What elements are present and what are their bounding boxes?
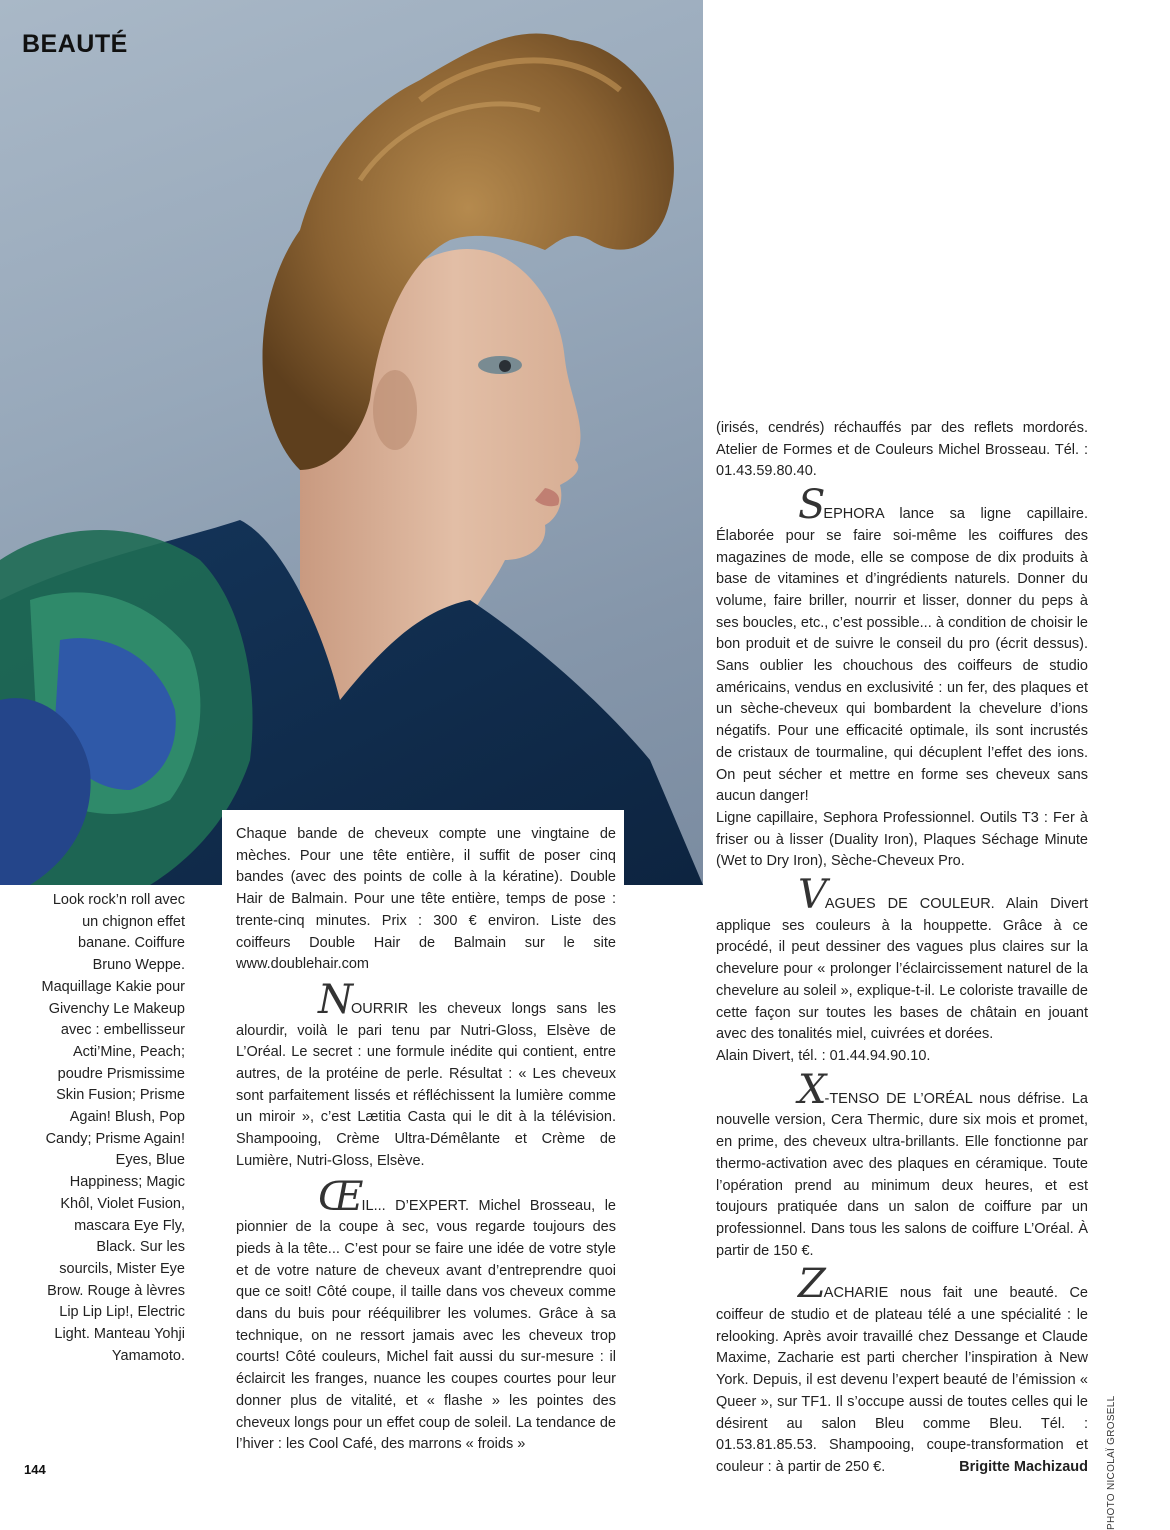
xtenso-text: -TENSO DE L’ORÉAL nous défrise. La nouvelle version, Cera Thermic, dure six mois et promet, en prime, des cheveux ultra-brillants. Elle fonctionne par thermo-activation avec des plaques en céramique. Toute l’opération prend au minimum deux heures, et est toujours pratiquée dans un salon de coiffure par un professionnel. Dans tous les salons de coiffure L’Oréal. À partir de 150 €. xyxy=(716,1090,1088,1259)
oeil-paragraph xyxy=(236,1173,616,1456)
zacharie-text: ACHARIE nous fait une beauté. Ce coiffeur de studio et de plateau télé a une spécialité : le relooking. Après avoir travaillé chez Dessange et Claude Maxime, Zacharie est parti chercher l’inspiration à New York. Depuis, il est devenu l’expert beauté de l’émission « Queer », sur TF1. Il s’occupe aussi de toutes celles qui le désirent au salon Bleu comme Bleu. Tél. : 01.53.81.85.53. Shampooing, coupe-transformation et couleur : à partir de 250 €. xyxy=(716,1285,1088,1475)
section-label: BEAUTÉ xyxy=(22,30,128,58)
xtenso-paragraph xyxy=(716,1066,1088,1263)
portrait-illustration xyxy=(0,0,703,885)
hero-photo xyxy=(0,0,703,885)
drop-cap: X xyxy=(798,1066,825,1113)
drop-cap: N xyxy=(318,976,351,1023)
sephora-paragraph xyxy=(716,482,1088,808)
drop-cap: Œ xyxy=(318,1173,362,1220)
page-number: 144 xyxy=(24,1462,46,1477)
sephora-info: Ligne capillaire, Sephora Professionnel. Outils T3 : Fer à friser ou à lisser (Duality Iron), Plaques Séchage Minute (Wet to Dry Iron), Sèche-Cheveux Pro. xyxy=(716,809,1088,870)
photo-caption: Look rock’n roll avec un chignon effet banane. Coiffure Bruno Weppe. Maquillage Kakie pour Givenchy Le Makeup avec : embellisseur Acti’Mine, Peach; poudre Prismissime Skin Fusion; Prisme Again! Blush, Pop Candy; Prisme Again! Eyes, Blue Happiness; Magic Khôl, Violet Fusion, mascara Eye Fly, Black. Sur les sourcils, Mister Eye Brow. Rouge à lèvres Lip Lip Lip!, Electric Light. Manteau Yohji Yamamoto. xyxy=(41,892,185,1364)
zacharie-paragraph xyxy=(716,1261,1088,1478)
vagues-text: AGUES DE COULEUR. Alain Divert applique ses couleurs à la houppette. Grâce à ce procédé, il peut dessiner des vagues plus claires sur la chevelure pour « prolonger l’éclaircissement naturel de la chevelure au soleil », explique-t-il. Le coloriste travaille de cette façon sur toutes les bases de châtain en jouant avec des tonalités miel, cuivrées et dorées. xyxy=(716,896,1088,1043)
vagues-info: Alain Divert, tél. : 01.44.94.90.10. xyxy=(716,1047,931,1064)
vagues-paragraph xyxy=(716,872,1088,1046)
continued-paragraph: (irisés, cendrés) réchauffés par des reflets mordorés. Atelier de Formes et de Couleurs Michel Brosseau. Tél. : 01.43.59.80.40. xyxy=(716,420,1088,480)
author-signature: Brigitte Machizaud xyxy=(959,1458,1088,1475)
right-column xyxy=(716,418,1088,1479)
intro-paragraph: Chaque bande de cheveux compte une vingtaine de mèches. Pour une tête entière, il suffit de poser cinq bandes (avec des points de colle à la kératine). Double Hair de Balmain. Pour une tête entière, temps de pose : trente-cinq minutes. Prix : 300 € environ. Liste des coiffeurs Double Hair de Balmain sur le site www.doublehair.com xyxy=(236,826,616,973)
sephora-text: EPHORA lance sa ligne capillaire. Élaborée pour se faire soi-même les coiffures des magazines de mode, elle se compose de dix produits à base de vitamines et d’ingrédients naturels. Donner du volume, faire briller, nourrir et lisser, donner du peps à ses boucles, etc., c’est possible... à condition de choisir le bon produit et de suivre le conseil du pro (écrit dessus). Sans oublier les chouchous des coiffeurs de studio américains, vendus en exclusivité : un fer, des plaques et un sèche-cheveux qui bombardent la chevelure d’ions négatifs. Pour une efficacité optimale, ils sont incrustés de cristaux de tourmaline, qui décuplent l’effet des ions. On peut sécher et mettre en forme ses cheveux sans aucun danger! xyxy=(716,506,1088,805)
oeil-text: IL... D’EXPERT. Michel Brosseau, le pionnier de la coupe à sec, vous regarde toujours des pieds à la tête... C’est pour se faire une idée de votre style et de votre nature de cheveux avant d’entreprendre quoi que ce soit! Côté coupe, il taille dans vos cheveux comme dans du buis pour rééquilibrer les volumes. Grâce à sa technique, on ne ressort jamais avec les cheveux trop courts! Côté couleurs, Michel fait aussi du sur-mesure : il éclaircit les franges, nuance les coupes courtes pour leur donner plus de vitalité, et « flashe » les pointes des cheveux longs pour un effet coup de soleil. La tendance de l’hiver : les Cool Café, des marrons « froids » xyxy=(236,1197,616,1453)
drop-cap: Z xyxy=(798,1261,824,1308)
drop-cap: S xyxy=(798,482,824,529)
photo-credit: PHOTO NICOLAÏ GROSELL xyxy=(1106,1395,1117,1530)
drop-cap: V xyxy=(798,872,825,919)
middle-column xyxy=(222,810,624,1456)
nourrir-text: OURRIR les cheveux longs sans les alourdir, voilà le pari tenu par Nutri-Gloss, Elsève de L’Oréal. Le secret : une formule inédite qui contient, entre autres, de la protéine de perle. Résultat : « Les cheveux sont parfaitement lissés et réfléchissent la lumière comme un miroir », c’est Lætitia Casta qui le dit à la télévision. Shampooing, Crème Ultra-Démêlante et Crème de Lumière, Nutri-Gloss, Elsève. xyxy=(236,1000,616,1169)
nourrir-paragraph xyxy=(236,976,616,1173)
